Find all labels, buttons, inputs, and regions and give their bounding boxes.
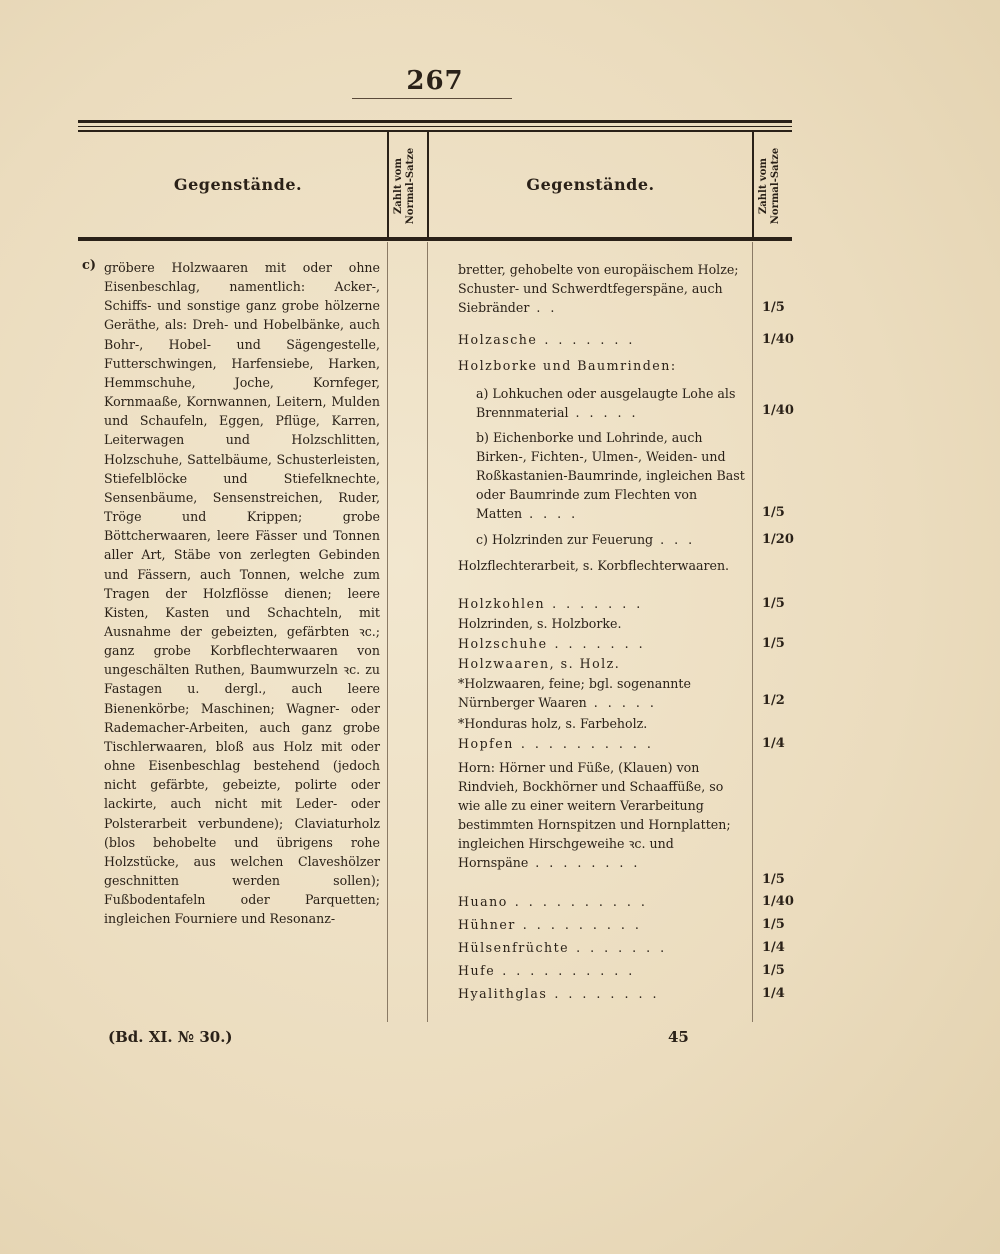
header-divider: [387, 130, 389, 240]
entry-huelsenfruechte: Hülsenfrüchte . . . . . . .: [458, 940, 668, 955]
ratio: 1/5: [762, 636, 785, 651]
signature-number: 45: [668, 1028, 689, 1046]
ratio: 1/40: [762, 894, 794, 909]
entry-hyalithglas: Hyalithglas . . . . . . . .: [458, 986, 660, 1001]
header-rate-right: Zahlt vom Normal-Satze: [758, 147, 781, 225]
top-rule-2: [78, 130, 792, 132]
left-column: [104, 258, 380, 928]
header-divider: [752, 130, 754, 240]
ratio: 1/5: [762, 963, 785, 978]
ratio: 1/4: [762, 986, 785, 1001]
header-goods-left: Gegenstände.: [173, 175, 303, 194]
entry-holzwaaren-feine: *Holzwaaren, feine; bgl. sogenannte Nürnberger Waaren . . . . .: [458, 676, 691, 710]
header-rate-left: Zahlt vom Normal-Satze: [393, 147, 416, 225]
entry-holzwaaren: Holzwaaren, s. Holz.: [458, 656, 621, 671]
ratio: 1/5: [762, 596, 785, 611]
column-divider: [752, 242, 753, 1022]
header-bottom-rule: [78, 237, 792, 241]
entry-holzborke: Holzborke und Baumrinden:: [458, 358, 677, 373]
ratio: 1/2: [762, 693, 785, 708]
ratio: 1/4: [762, 940, 785, 955]
entry-lohkuchen: a) Lohkuchen oder ausgelaugte Lohe als Brennmaterial . . . . .: [476, 386, 736, 420]
header-divider: [427, 130, 429, 240]
entry-bretter: bretter, gehobelte von europäischem Holze; Schuster- und Schwerdtfegerspäne, auch Siebränder . .: [458, 262, 739, 315]
ratio: 1/4: [762, 736, 785, 751]
ratio: 1/40: [762, 332, 794, 347]
entry-horn: Horn: Hörner und Füße, (Klauen) von Rindvieh, Bockhörner und Schaaffüße, so wie alle zu einer weitern Verarbeitung bestimmten Hornspitzen und Hornplatten; ingleichen Hirschgeweihe ꝛc. und Hornspäne . . . . . . . .: [458, 760, 731, 870]
column-divider: [387, 242, 388, 1022]
volume-reference: (Bd. XI. № 30.): [108, 1028, 233, 1046]
item-marker: c): [82, 258, 97, 273]
page-number-rule: [352, 98, 512, 99]
ratio: 1/5: [762, 505, 785, 520]
entry-holzflechterarbeit: Holzflechterarbeit, s. Korbflechterwaaren.: [458, 558, 730, 573]
ratio: 1/5: [762, 300, 785, 315]
column-divider: [427, 242, 428, 1022]
entry-holzrinden: Holzrinden, s. Holzborke.: [458, 616, 622, 631]
entry-holzrinden-feuerung: c) Holzrinden zur Feuerung . . .: [476, 532, 696, 547]
entry-huehner: Hühner . . . . . . . . .: [458, 917, 642, 932]
entry-holzasche: Holzasche . . . . . . .: [458, 332, 636, 347]
top-rule-thin: [78, 126, 792, 127]
top-rule: [78, 120, 792, 123]
tariff-table: [78, 120, 792, 1020]
entry-huano: Huano . . . . . . . . . .: [458, 894, 648, 909]
header-goods-right: Gegenstände.: [526, 175, 655, 194]
ratio: 1/5: [762, 872, 785, 887]
entry-eichenborke: b) Eichenborke und Lohrinde, auch Birken-, Fichten-, Ulmen-, Weiden- und Roßkastanien-Baumrinde, ingleichen Bast oder Baumrinde zum Flechten von Matten . . . .: [476, 430, 745, 521]
ratio: 1/40: [762, 403, 794, 418]
page-number: 267: [406, 66, 464, 96]
entry-holzschuhe: Holzschuhe . . . . . . .: [458, 636, 646, 651]
left-entry-text: gröbere Holzwaaren mit oder ohne Eisenbeschlag, namentlich: Acker-, Schiffs- und sonstige ganz grobe hölzerne Geräthe, als: Dreh- und Hobelbänke, auch Bohr-, Hobel- und Sägengestelle, Futterschwingen, Harfensiebe, Harken, Hemmschuhe, Joche, Kornfeger, Kornmaaße, Kornwannen, Leitern, Mulden und Schaufeln, Eggen, Pflüge, Karren, Leiterwagen und Holzschlitten, Holzschuhe, Sattelbäume, Schusterleisten, Stiefelblöcke und Stiefelknechte, Sensenbäume, Sensenstreichen, Ruder, Tröge und Krippen; grobe Böttcherwaaren, leere Fässer und Tonnen aller Art, Stäbe von zerlegten Gebinden und Fässern, auch Tonnen, welche zum Tragen der Holzflösse dienen; leere Kisten, Kasten und Schachteln, mit Ausnahme der gebeizten, gefärbten ꝛc.; ganz grobe Korbflechterwaaren von ungeschälten Ruthen, Baumwurzeln ꝛc. zu Fastagen u. dergl., auch leere Bienenkörbe; Maschinen; Wagner- oder Rademacher-Arbeiten, auch ganz grobe Tischlerwaaren, bloß aus Holz mit oder ohne Eisenbeschlag bestehend (jedoch nicht gefärbte, gebeizte, polirte oder lackirte, auch nicht mit Leder- oder Polsterarbeit verbundene); Claviaturholz (blos behobelte und übrigens rohe Holzstücke, aus welchen Claveshölzer geschnitten werden sollen); Fußbodentafeln oder Parquetten; ingleichen Fourniere und Resonanz-: [104, 260, 380, 927]
entry-hufe: Hufe . . . . . . . . . .: [458, 963, 636, 978]
entry-hopfen: Hopfen . . . . . . . . . .: [458, 736, 654, 751]
entry-honduras: *Honduras holz, s. Farbeholz.: [458, 716, 648, 731]
ratio: 1/20: [762, 532, 794, 547]
entry-holzkohlen: Holzkohlen . . . . . . .: [458, 596, 644, 611]
ratio: 1/5: [762, 917, 785, 932]
